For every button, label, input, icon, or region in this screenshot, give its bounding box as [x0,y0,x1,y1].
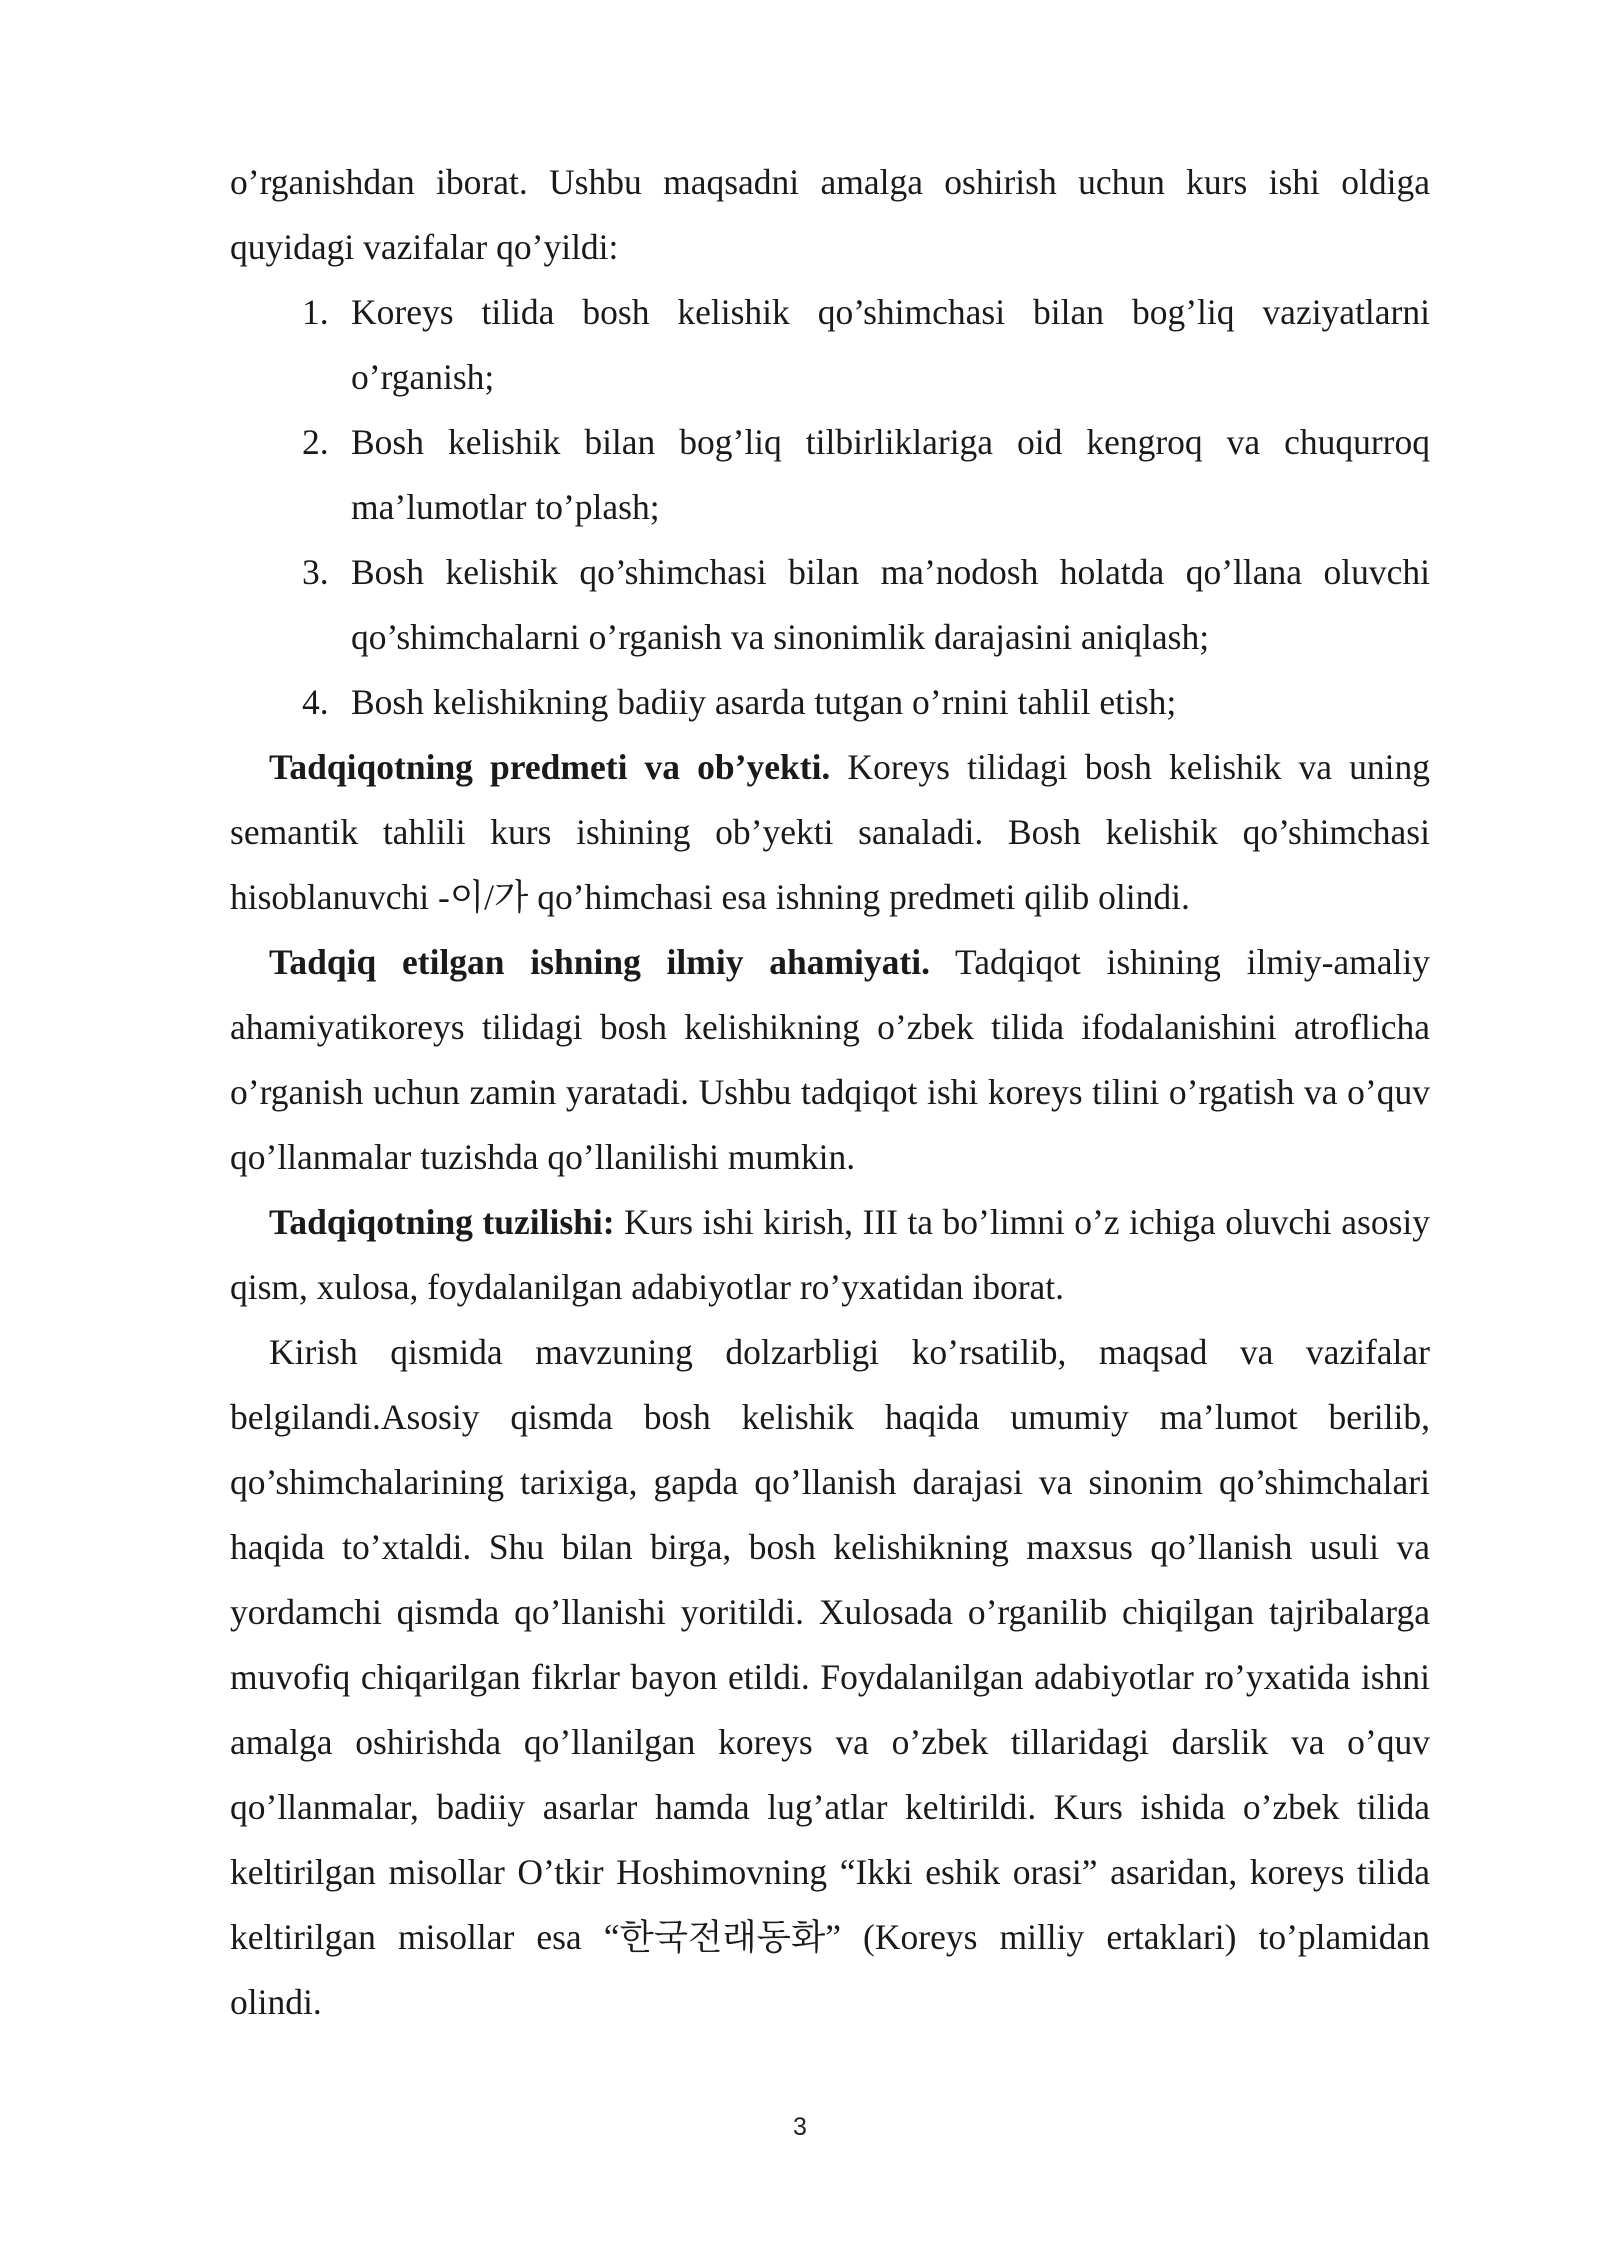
subject-heading: Tadqiqotning predmeti va ob’yekti. [269,747,831,787]
significance-heading: Tadqiq etilgan ishning ilmiy ahamiyati. [269,942,930,982]
list-item-text: Bosh kelishik bilan bog’liq tilbirliklariga oid kengroq va chuqurroq ma’lumotlar to’plash; [351,422,1430,527]
list-item [302,670,1430,735]
tasks-list [230,280,1430,735]
subject-text: Koreys tilidagi bosh kelishik va uning semantik tahlili kurs ishining ob’yekti sanaladi. Bosh kelishik qo’shimchasi hisoblanuvchi -이/가 qo’himchasi esa ishning predmeti qilib olindi. [230,747,1431,917]
list-item-text: Bosh kelishik qo’shimchasi bilan ma’nodosh holatda qo’llana oluvchi qo’shimchalarni o’rganish va sinonimlik darajasini aniqlash; [351,552,1430,657]
significance-paragraph [230,930,1430,1190]
list-item [302,410,1430,540]
list-item-text: Koreys tilida bosh kelishik qo’shimchasi bilan bog’liq vaziyatlarni o’rganish; [351,292,1430,397]
list-item [302,280,1430,410]
list-item-number: 2. [302,422,329,462]
document-page [230,150,1430,2035]
structure-text: Kurs ishi kirish, III ta bo’limni o’z ichiga oluvchi asosiy qism, xulosa, foydalanilgan adabiyotlar ro’yxatidan iborat. [230,1202,1430,1307]
list-item [302,540,1430,670]
subject-paragraph [230,735,1430,930]
list-item-number: 3. [302,552,329,592]
structure-paragraph [230,1190,1430,1320]
summary-paragraph: Kirish qismida mavzuning dolzarbligi ko’rsatilib, maqsad va vazifalar belgilandi.Asosiy qismda bosh kelishik haqida umumiy ma’lumot berilib, qo’shimchalarining tarixiga, gapda qo’llanish darajasi va sinonim qo’shimchalari haqida to’xtaldi. Shu bilan birga, bosh kelishikning maxsus qo’llanish usuli va yordamchi qismda qo’llanishi yoritildi. Xulosada o’rganilib chiqilgan tajribalarga muvofiq chiqarilgan fikrlar bayon etildi. Foydalanilgan adabiyotlar ro’yxatida ishni amalga oshirishda qo’llanilgan koreys va o’zbek tillaridagi darslik va o’quv qo’llanmalar, badiiy asarlar hamda lug’atlar keltirildi. Kurs ishida o’zbek tilida keltirilgan misollar O’tkir Hoshimovning “Ikki eshik orasi” asaridan, koreys tilida keltirilgan misollar esa “한국전래동화” (Koreys milliy ertaklari) to’plamidan olindi. [230,1332,1430,2022]
page-number: 3 [793,2113,807,2141]
list-item-text: Bosh kelishikning badiiy asarda tutgan o’rnini tahlil etish; [351,682,1177,722]
list-item-number: 4. [302,682,329,722]
list-item-number: 1. [302,292,329,332]
structure-heading: Tadqiqotning tuzilishi: [269,1202,615,1242]
significance-text: Tadqiqot ishining ilmiy-amaliy ahamiyatikoreys tilidagi bosh kelishikning o’zbek tilida ifodalanishini atroflicha o’rganish uchun zamin yaratadi. Ushbu tadqiqot ishi koreys tilini o’rgatish va o’quv qo’llanmalar tuzishda qo’llanilishi mumkin. [230,942,1431,1177]
intro-paragraph: o’rganishdan iborat. Ushbu maqsadni amalga oshirish uchun kurs ishi oldiga quyidagi vazifalar qo’yildi: [230,162,1430,267]
